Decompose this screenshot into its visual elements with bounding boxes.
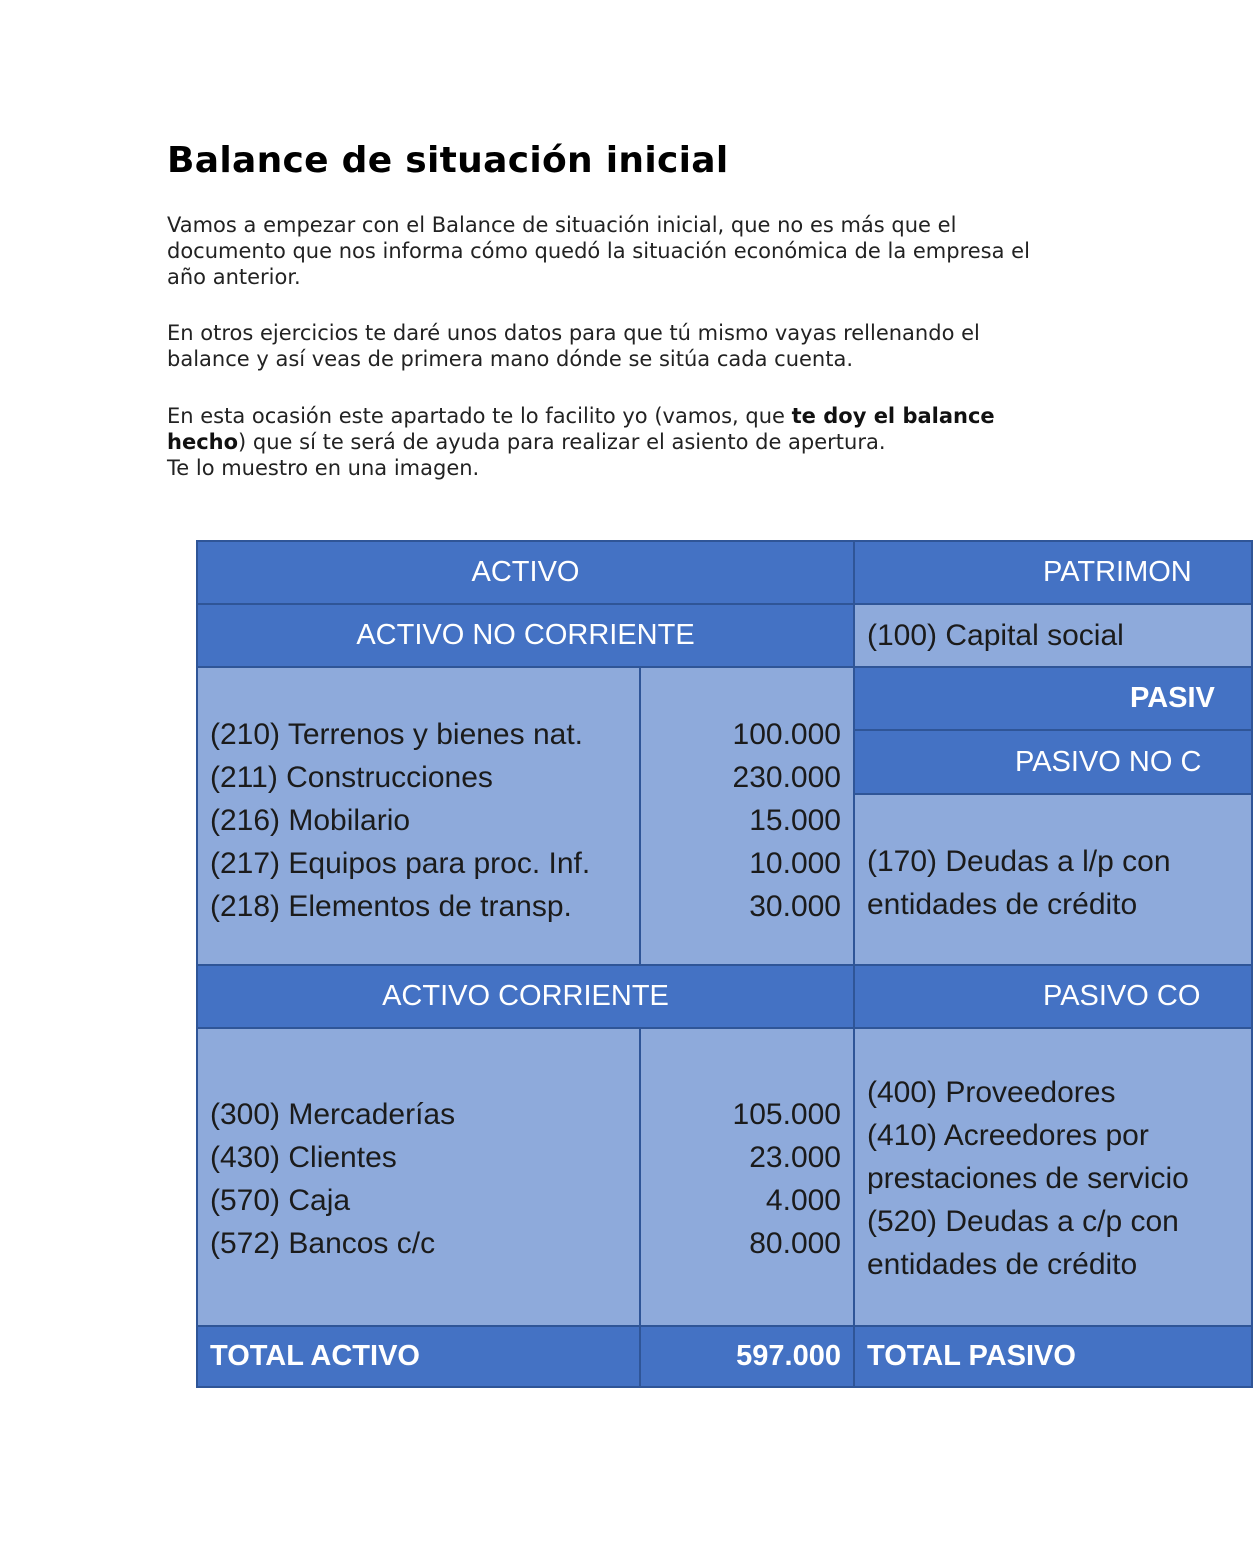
activo-corriente-label: ACTIVO CORRIENTE: [382, 980, 669, 1012]
patrimonio-header-label: PATRIMON: [1043, 556, 1192, 588]
total-activo-value-cell: [639, 1325, 855, 1388]
ac-row: (430) Clientes: [210, 1141, 397, 1174]
capital-social-cell: [853, 603, 1253, 668]
pasivo-header-label: PASIV: [1130, 682, 1215, 714]
pc-row: (520) Deudas a c/p con: [867, 1205, 1179, 1238]
anc-row: (211) Construcciones: [210, 761, 493, 794]
total-activo-value: 597.000: [736, 1340, 841, 1372]
ac-amount: 80.000: [749, 1227, 841, 1260]
pc-row: (410) Acreedores por: [867, 1119, 1149, 1152]
anc-amounts: [639, 666, 855, 966]
anc-labels: [196, 666, 641, 966]
occasion-text-bold: te doy el balance hecho: [167, 404, 995, 454]
ac-amounts: [639, 1027, 855, 1327]
anc-amount: 15.000: [749, 804, 841, 837]
pasivo-no-corriente-header: [853, 729, 1253, 795]
exercise-paragraph: En otros ejercicios te daré unos datos para que tú mismo vayas rellenando el balance y así veas de primera mano dónde se sitúa cada cuenta.: [167, 321, 980, 371]
anc-row: (217) Equipos para proc. Inf.: [210, 847, 591, 880]
pasivo-corriente-header: [853, 964, 1253, 1029]
occasion-paragraph: [167, 403, 1047, 481]
anc-amount: 30.000: [749, 890, 841, 923]
anc-amount: 100.000: [732, 718, 841, 751]
activo-corriente-header: [196, 964, 855, 1029]
pc-body: [853, 1027, 1253, 1327]
image-intro-text: Te lo muestro en una imagen.: [167, 456, 480, 480]
pc-row: entidades de crédito: [867, 1248, 1138, 1281]
pnc-row: (170) Deudas a l/p con: [867, 845, 1171, 878]
ac-row: (570) Caja: [210, 1184, 351, 1217]
occasion-text-start: En esta ocasión este apartado te lo facilito yo (vamos, que: [167, 404, 792, 428]
intro-paragraph: Vamos a empezar con el Balance de situación inicial, que no es más que el documento que nos informa cómo quedó la situación económica de la empresa el año anterior.: [167, 213, 1030, 289]
pnc-body: [853, 793, 1253, 966]
anc-row: (210) Terrenos y bienes nat.: [210, 718, 583, 751]
ac-amount: 23.000: [749, 1141, 841, 1174]
ac-row: (300) Mercaderías: [210, 1098, 456, 1131]
total-pasivo-label: TOTAL PASIVO: [867, 1340, 1076, 1372]
activo-no-corriente-label: ACTIVO NO CORRIENTE: [356, 619, 695, 651]
anc-row: (216) Mobilario: [210, 804, 411, 837]
anc-row: (218) Elementos de transp.: [210, 890, 572, 923]
patrimonio-header: [853, 540, 1253, 605]
ac-labels: [196, 1027, 641, 1327]
pasivo-no-corriente-label: PASIVO NO C: [1015, 745, 1202, 778]
ac-amount: 105.000: [732, 1098, 841, 1131]
anc-amount: 230.000: [732, 761, 841, 794]
activo-header: [196, 540, 855, 605]
anc-amount: 10.000: [749, 847, 841, 880]
occasion-text-end: ) que sí te será de ayuda para realizar el asiento de apertura.: [238, 430, 886, 454]
total-activo-label-cell: [196, 1325, 641, 1388]
pc-row: prestaciones de servicio: [867, 1162, 1189, 1195]
balance-sheet-image: [196, 540, 1215, 1388]
page-title: Balance de situación inicial: [167, 140, 729, 181]
pasivo-header: [853, 666, 1253, 731]
activo-header-label: ACTIVO: [471, 556, 580, 588]
total-activo-label: TOTAL ACTIVO: [210, 1340, 420, 1372]
activo-no-corriente-header: [196, 603, 855, 668]
ac-amount: 4.000: [765, 1184, 841, 1217]
pc-row: (400) Proveedores: [867, 1076, 1116, 1109]
pnc-row: entidades de crédito: [867, 888, 1138, 921]
ac-row: (572) Bancos c/c: [210, 1227, 436, 1260]
pasivo-corriente-label: PASIVO CO: [1043, 980, 1201, 1012]
total-pasivo-label-cell: [853, 1325, 1253, 1388]
capital-social-label: (100) Capital social: [867, 618, 1124, 652]
